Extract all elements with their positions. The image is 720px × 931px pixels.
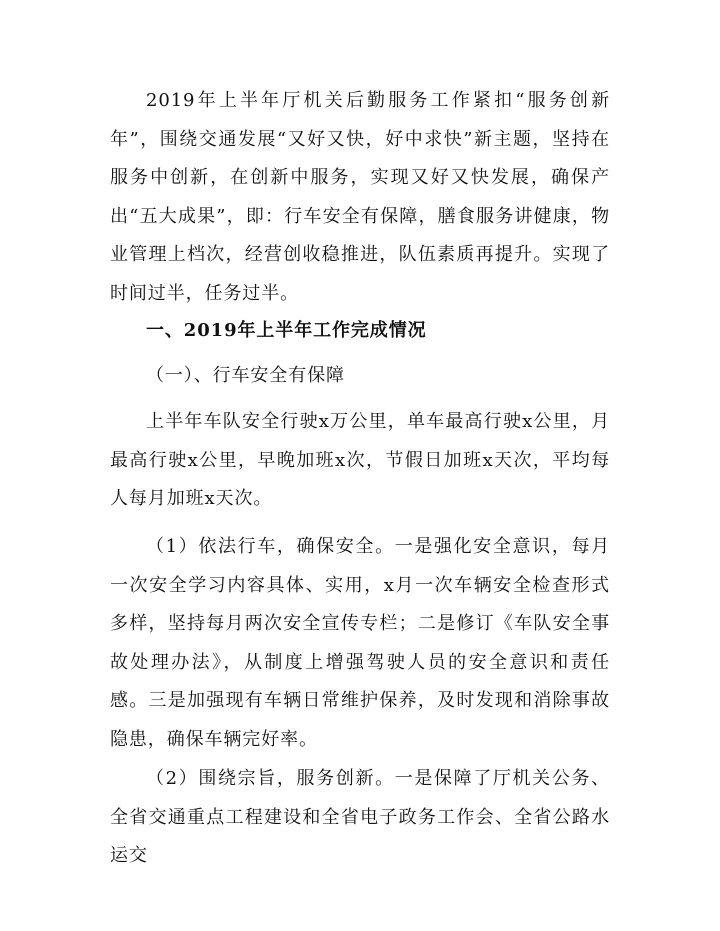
section-heading: 一、2019年上半年工作完成情况 xyxy=(146,320,427,341)
subsection-heading: （一）、行车安全有保障 xyxy=(146,365,345,386)
item2-paragraph: （2）围绕宗旨，服务创新。一是保障了厅机关公务、全省交通重点工程建设和全省电子政务工作会、全省公路水运交 xyxy=(110,768,610,867)
intro-paragraph: 2019年上半年厅机关后勤服务工作紧扣“服务创新年”，围绕交通发展“又好又快，好中求快”新主题，坚持在服务中创新，在创新中服务，实现又好又快发展，确保产出“五大成果”，即：行车安全有保障，膳食服务讲健康，物业管理上档次，经营创收稳推进，队伍素质再提升。实现了时间过半，任务过半。 xyxy=(110,90,610,304)
overview-paragraph: 上半年车队安全行驶x万公里，单车最高行驶x公里，月最高行驶x公里，早晚加班x次，节假日加班x天次，平均每人每月加班x天次。 xyxy=(110,411,610,510)
item1-paragraph: （1）依法行车，确保安全。一是强化安全意识，每月一次安全学习内容具体、实用，x月一次车辆安全检查形式多样，坚持每月两次安全宣传专栏；二是修订《车队安全事故处理办法》，从制度上增强驾驶人员的安全意识和责任感。三是加强现有车辆日常维护保养，及时发现和消除事故隐患，确保车辆完好率。 xyxy=(110,536,610,750)
